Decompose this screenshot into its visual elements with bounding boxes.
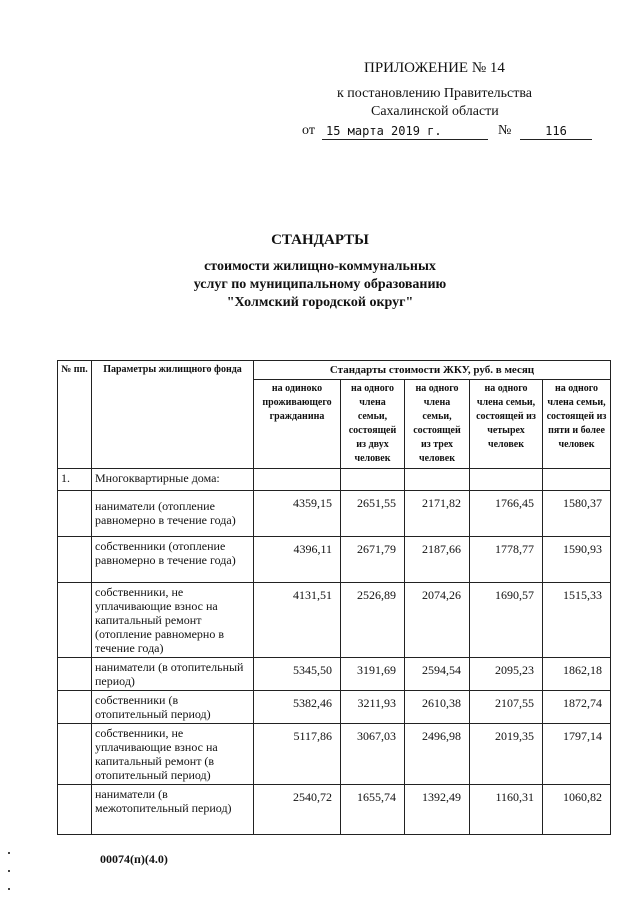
row-value: 2610,38 [405, 691, 470, 724]
row-value: 2171,82 [405, 491, 470, 537]
document-subtitle [0, 258, 640, 312]
row-label: собственники (в отопительный период) [92, 691, 254, 724]
number-prefix: № [498, 123, 512, 138]
row-value: 1778,77 [470, 537, 543, 583]
header-col-1: на одиноко проживающего гражданина [254, 380, 341, 469]
standards-table [57, 360, 611, 835]
row-value: 1655,74 [341, 785, 405, 835]
row-value: 3211,93 [341, 691, 405, 724]
row-value: 2187,66 [405, 537, 470, 583]
row-label: наниматели (отопление равномерно в течение года) [92, 491, 254, 537]
date-prefix: от [302, 123, 315, 138]
date-number-row [302, 123, 602, 145]
row-value: 1580,37 [543, 491, 611, 537]
row-value: 2095,23 [470, 658, 543, 691]
row-value: 1872,74 [543, 691, 611, 724]
row-label: наниматели (в межотопительный период) [92, 785, 254, 835]
table-row [58, 691, 611, 724]
header-col-4: на одного члена семьи, состоящей из четырех человек [470, 380, 543, 469]
row-value: 2074,26 [405, 583, 470, 658]
subtitle-line: услуг по муниципальному образованию [193, 277, 447, 292]
row-value: 4359,15 [254, 491, 341, 537]
table-row [58, 537, 611, 583]
row-value: 1766,45 [470, 491, 543, 537]
header-params: Параметры жилищного фонда [92, 361, 254, 469]
header-col-2: на одного члена семьи, состоящей из двух человек [341, 380, 405, 469]
row-value: 1590,93 [543, 537, 611, 583]
row-value: 2651,55 [341, 491, 405, 537]
header-num: № пп. [58, 361, 92, 469]
subtitle-line: "Холмский городской округ" [226, 295, 414, 310]
row-value: 3191,69 [341, 658, 405, 691]
row-label: собственники (отопление равномерно в течение года) [92, 537, 254, 583]
section-label: Многоквартирные дома: [92, 469, 254, 491]
form-code: 00074(п)(4.0) [100, 852, 168, 866]
row-value: 1392,49 [405, 785, 470, 835]
row-value: 5345,50 [254, 658, 341, 691]
document-title: СТАНДАРТЫ [271, 232, 369, 248]
table-row [58, 658, 611, 691]
row-value: 5382,46 [254, 691, 341, 724]
date-value: 15 марта 2019 г. [322, 123, 488, 140]
table-row [58, 583, 611, 658]
row-value: 1060,82 [543, 785, 611, 835]
row-value: 2107,55 [470, 691, 543, 724]
row-value: 4131,51 [254, 583, 341, 658]
header-group: Стандарты стоимости ЖКУ, руб. в месяц [254, 361, 611, 380]
header-col-3: на одного члена семьи, состоящей из трех человек [405, 380, 470, 469]
row-label: собственники, не уплачивающие взнос на капитальный ремонт (отопление равномерно в течение года) [92, 583, 254, 658]
subtitle-line: стоимости жилищно-коммунальных [204, 259, 436, 274]
number-value: 116 [520, 123, 592, 140]
header-col-5: на одного члена семьи, состоящей из пяти и более человек [543, 380, 611, 469]
decree-line: к постановлению Правительства [337, 86, 533, 101]
row-value: 2019,35 [470, 724, 543, 785]
row-value: 2671,79 [341, 537, 405, 583]
table-row [58, 785, 611, 835]
scan-artifact [8, 870, 10, 872]
scan-artifact [8, 852, 10, 854]
row-value: 1862,18 [543, 658, 611, 691]
table-row [58, 491, 611, 537]
row-value: 2496,98 [405, 724, 470, 785]
row-value: 2526,89 [341, 583, 405, 658]
row-label: наниматели (в отопительный период) [92, 658, 254, 691]
row-value: 1515,33 [543, 583, 611, 658]
row-label: собственники, не уплачивающие взнос на капитальный ремонт (в отопительный период) [92, 724, 254, 785]
section-num: 1. [58, 469, 92, 491]
appendix-title: ПРИЛОЖЕНИЕ № 14 [364, 60, 505, 76]
region-line: Сахалинской области [371, 104, 499, 119]
row-value: 1690,57 [470, 583, 543, 658]
row-value: 5117,86 [254, 724, 341, 785]
table-row [58, 724, 611, 785]
row-value: 1160,31 [470, 785, 543, 835]
row-value: 2540,72 [254, 785, 341, 835]
scan-artifact [8, 888, 10, 890]
row-value: 3067,03 [341, 724, 405, 785]
row-value: 4396,11 [254, 537, 341, 583]
row-value: 1797,14 [543, 724, 611, 785]
row-value: 2594,54 [405, 658, 470, 691]
